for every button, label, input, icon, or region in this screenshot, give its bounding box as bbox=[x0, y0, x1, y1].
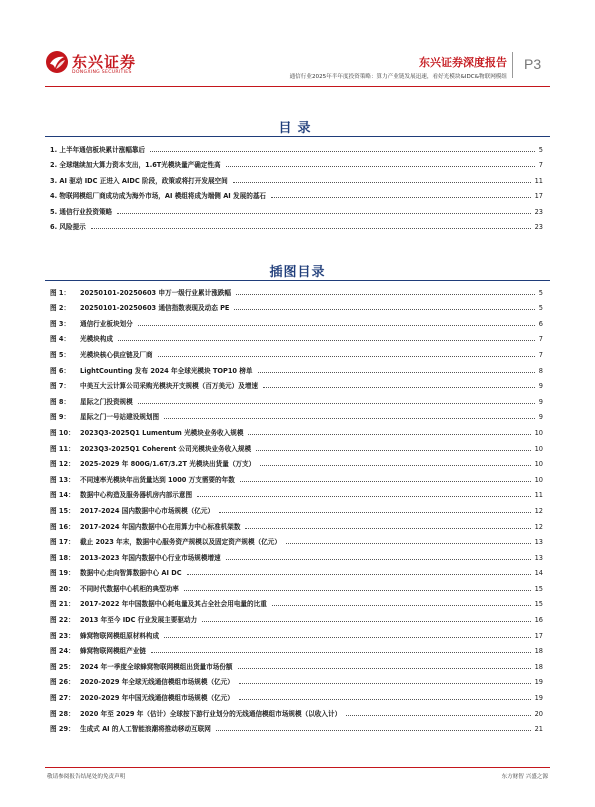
logo-english-name: DONGXING SECURITIES bbox=[72, 70, 132, 75]
figure-item-page: 14 bbox=[534, 569, 543, 578]
footer-slogan: 东方财智 兴盛之源 bbox=[501, 774, 548, 780]
dot-leader bbox=[239, 682, 531, 684]
figure-item-number: 图 1： bbox=[50, 288, 71, 297]
report-subtitle: 通信行业2025年半年度投资策略：算力产业链发展迅速，看好光模块&IDC&物联网模组 bbox=[289, 74, 507, 80]
dot-leader bbox=[272, 604, 531, 606]
dot-leader bbox=[286, 542, 531, 544]
toc-title-rule bbox=[45, 136, 550, 137]
dot-leader bbox=[245, 527, 530, 529]
toc-item-label: 3. AI 驱动 IDC 正进入 AIDC 阶段，政策或将打开发展空间 bbox=[50, 176, 228, 185]
figure-item[interactable] bbox=[50, 343, 543, 359]
figure-item-number: 图 18： bbox=[50, 553, 75, 562]
figure-item[interactable] bbox=[50, 531, 543, 547]
toc-item-page: 11 bbox=[534, 176, 543, 185]
figure-item[interactable] bbox=[50, 499, 543, 515]
dot-leader bbox=[234, 308, 534, 310]
figure-item[interactable] bbox=[50, 421, 543, 437]
figure-item-number: 图 27： bbox=[50, 694, 75, 703]
figure-item-page: 9 bbox=[538, 382, 543, 391]
dongxing-logo-icon bbox=[45, 50, 69, 74]
dot-leader bbox=[238, 667, 531, 669]
toc-item-label: 6. 风险提示 bbox=[50, 223, 86, 231]
logo-chinese-name: 东兴证券 bbox=[72, 53, 137, 71]
figure-item-number: 图 29： bbox=[50, 725, 75, 734]
figure-item-label: 通信行业板块划分 bbox=[80, 319, 133, 328]
figure-item-number: 图 26： bbox=[50, 678, 75, 687]
figure-item[interactable] bbox=[50, 718, 543, 734]
toc-item[interactable] bbox=[50, 169, 543, 185]
footer-rule bbox=[45, 767, 550, 768]
company-logo bbox=[45, 50, 145, 76]
dot-leader bbox=[158, 355, 535, 357]
page-header bbox=[0, 0, 595, 88]
figure-item-label: 2013 年至今 IDC 行业发展主要驱动力 bbox=[80, 616, 198, 625]
figure-item-label: 2017-2024 年国内数据中心在用算力中心标准机架数 bbox=[80, 522, 241, 531]
dot-leader bbox=[236, 293, 535, 295]
figure-item-label: 光模块核心供应链及厂商 bbox=[80, 350, 153, 359]
dot-leader bbox=[216, 729, 531, 731]
figure-item[interactable] bbox=[50, 312, 543, 328]
figure-item-label: 中美互大云计算公司采购光模块开支规模（百万美元）及增速 bbox=[80, 382, 259, 391]
figure-item[interactable] bbox=[50, 375, 543, 391]
figure-item-number: 图 17： bbox=[50, 538, 75, 547]
figure-item-page: 18 bbox=[534, 647, 543, 656]
figure-item-label: LightCounting 发布 2024 年全球光模块 TOP10 榜单 bbox=[80, 366, 253, 375]
figure-item[interactable] bbox=[50, 624, 543, 640]
figure-item[interactable] bbox=[50, 546, 543, 562]
figure-item-label: 20250101-20250603 申万一级行业累计涨跌幅 bbox=[80, 288, 231, 297]
figure-item-number: 图 12： bbox=[50, 460, 75, 469]
figure-item-page: 7 bbox=[538, 335, 543, 344]
figure-item-label: 2024 年一季度全球蜂窝物联网模组出货量市场份额 bbox=[80, 662, 233, 671]
figure-item-page: 5 bbox=[538, 304, 543, 313]
dot-leader bbox=[248, 433, 530, 435]
toc-item-page: 23 bbox=[534, 223, 543, 231]
figure-item[interactable] bbox=[50, 577, 543, 593]
dot-leader bbox=[260, 464, 530, 466]
figure-item[interactable] bbox=[50, 640, 543, 656]
figure-item-label: 蜂窝物联网模组产业链 bbox=[80, 647, 146, 656]
toc-list bbox=[50, 138, 543, 231]
report-type: 东兴证券深度报告 bbox=[419, 56, 507, 69]
figure-item-page: 5 bbox=[538, 288, 543, 297]
dot-leader bbox=[219, 511, 531, 513]
toc-item-page: 23 bbox=[534, 207, 543, 216]
dot-leader bbox=[346, 714, 530, 716]
figure-item[interactable] bbox=[50, 515, 543, 531]
figure-item-number: 图 15： bbox=[50, 506, 75, 515]
figure-item-number: 图 20： bbox=[50, 584, 75, 593]
figure-item[interactable] bbox=[50, 453, 543, 469]
figure-item-label: 不同时代数据中心机柜的典型功率 bbox=[80, 584, 179, 593]
figure-item-page: 11 bbox=[534, 491, 543, 500]
figure-item[interactable] bbox=[50, 686, 543, 702]
figure-item-label: 2017-2022 年中国数据中心耗电量及其占全社会用电量的比重 bbox=[80, 600, 267, 609]
header-divider bbox=[512, 52, 513, 78]
figure-item-label: 2017-2024 国内数据中心市场规模（亿元） bbox=[80, 506, 215, 515]
figure-item-page: 19 bbox=[534, 694, 543, 703]
figure-item-number: 图 8： bbox=[50, 397, 71, 406]
figure-item-number: 图 5： bbox=[50, 350, 71, 359]
figure-item-page: 6 bbox=[538, 319, 543, 328]
figure-item-label: 2020-2029 年全球无线通信模组市场规模（亿元） bbox=[80, 678, 234, 687]
figure-item-page: 10 bbox=[534, 460, 543, 469]
toc-item-label: 5. 通信行业投资策略 bbox=[50, 207, 113, 216]
dot-leader bbox=[91, 227, 531, 229]
dot-leader bbox=[239, 698, 531, 700]
figure-item[interactable] bbox=[50, 468, 543, 484]
dot-leader bbox=[164, 636, 530, 638]
figure-item-number: 图 11： bbox=[50, 444, 75, 453]
figure-item-number: 图 24： bbox=[50, 647, 75, 656]
dot-leader bbox=[271, 196, 531, 198]
toc-item-page: 7 bbox=[538, 161, 543, 169]
dot-leader bbox=[151, 651, 531, 653]
figure-item-page: 9 bbox=[538, 413, 543, 422]
figure-item-label: 星际之门一号站建设规划图 bbox=[80, 413, 160, 422]
figure-item-label: 不同速率光模块年出货量达到 1000 万支需要的年数 bbox=[80, 475, 235, 484]
figure-item-page: 18 bbox=[534, 662, 543, 671]
figure-item-page: 15 bbox=[534, 584, 543, 593]
figure-item-page: 17 bbox=[534, 631, 543, 640]
figure-item[interactable] bbox=[50, 484, 543, 500]
figure-item-label: 数据中心构造及服务器机房内部示意图 bbox=[80, 491, 193, 500]
figure-item-label: 蜂窝物联网模组原材料构成 bbox=[80, 631, 160, 640]
figure-item-label: 2020 年至 2029 年（估计）全球按下游行业划分的无线通信模组市场规模（以收入计） bbox=[80, 709, 342, 718]
figure-item-number: 图 13： bbox=[50, 475, 75, 484]
figure-item-label: 2023Q3-2025Q1 Lumentum 光模块业务收入规模 bbox=[80, 428, 244, 437]
figure-item-label: 截止 2023 年末，数据中心服务资产规模以及固定资产规模（亿元） bbox=[80, 538, 281, 547]
figure-item[interactable] bbox=[50, 328, 543, 344]
figure-item[interactable] bbox=[50, 390, 543, 406]
figure-item-label: 光模块构成 bbox=[80, 335, 113, 344]
figure-item-page: 9 bbox=[538, 397, 543, 406]
figure-item-number: 图 16： bbox=[50, 522, 75, 531]
toc-item[interactable] bbox=[50, 185, 543, 201]
figure-item-number: 图 22： bbox=[50, 616, 75, 625]
dot-leader bbox=[138, 402, 535, 404]
dot-leader bbox=[226, 558, 531, 560]
toc-item-page: 5 bbox=[538, 145, 543, 154]
figure-item-page: 20 bbox=[534, 709, 543, 718]
figure-item-page: 10 bbox=[534, 475, 543, 484]
figure-item-page: 12 bbox=[534, 506, 543, 515]
figure-item[interactable] bbox=[50, 608, 543, 624]
figure-item-page: 10 bbox=[534, 444, 543, 453]
figure-item-number: 图 6： bbox=[50, 366, 71, 375]
toc-item-label: 1. 上半年通信板块累计涨幅靠后 bbox=[50, 145, 146, 154]
dot-leader bbox=[263, 386, 535, 388]
figure-item-label: 2025-2029 年 800G/1.6T/3.2T 光模块出货量（万支） bbox=[80, 460, 256, 469]
dot-leader bbox=[187, 573, 531, 575]
dot-leader bbox=[256, 449, 531, 451]
figure-item-label: 2023Q3-2025Q1 Coherent 公司光模块业务收入规模 bbox=[80, 444, 252, 453]
toc-item[interactable] bbox=[50, 216, 543, 232]
toc-item-label: 2. 全球继续加大算力资本支出，1.6T光模块量产确定性高 bbox=[50, 161, 221, 169]
footer-disclaimer: 敬请参阅报告结尾处的免责声明 bbox=[47, 774, 126, 780]
figure-item-number: 图 4： bbox=[50, 335, 71, 344]
figure-item-number: 图 3： bbox=[50, 319, 71, 328]
figure-item[interactable] bbox=[50, 437, 543, 453]
toc-title: 目录 bbox=[278, 121, 317, 136]
figure-item-label: 数据中心走向智算数据中心 AI DC bbox=[80, 569, 182, 578]
header-rule bbox=[45, 86, 550, 87]
figure-item-number: 图 9： bbox=[50, 413, 71, 422]
figure-item-number: 图 28： bbox=[50, 709, 75, 718]
figure-item-number: 图 23： bbox=[50, 631, 75, 640]
dot-leader bbox=[202, 620, 530, 622]
figure-item-number: 图 21： bbox=[50, 600, 75, 609]
dot-leader bbox=[240, 480, 531, 482]
dot-leader bbox=[117, 212, 530, 214]
toc-item[interactable] bbox=[50, 200, 543, 216]
dot-leader bbox=[184, 589, 531, 591]
figure-item-number: 图 25： bbox=[50, 662, 75, 671]
toc-item-label: 4. 物联网模组厂商成功成为海外市场，AI 模组将成为端侧 AI 发展的基石 bbox=[50, 192, 267, 200]
figures-title: 插图目录 bbox=[269, 265, 326, 280]
figure-item-page: 12 bbox=[534, 522, 543, 531]
figure-item[interactable] bbox=[50, 359, 543, 375]
figure-item[interactable] bbox=[50, 655, 543, 671]
figure-item[interactable] bbox=[50, 671, 543, 687]
figure-item-label: 2020-2029 年中国无线通信模组市场规模（亿元） bbox=[80, 694, 234, 703]
dot-leader bbox=[233, 181, 531, 183]
figure-item-page: 13 bbox=[534, 553, 543, 562]
figure-item[interactable] bbox=[50, 297, 543, 313]
figure-item-number: 图 2： bbox=[50, 304, 71, 313]
dot-leader bbox=[226, 165, 535, 167]
figure-item[interactable] bbox=[50, 281, 543, 297]
dot-leader bbox=[164, 417, 535, 419]
figure-item-page: 16 bbox=[534, 616, 543, 625]
figures-list bbox=[50, 281, 543, 733]
figure-item-number: 图 7： bbox=[50, 382, 71, 391]
figure-item-page: 15 bbox=[534, 600, 543, 609]
dot-leader bbox=[150, 150, 535, 152]
toc-item[interactable] bbox=[50, 138, 543, 154]
page-number: P3 bbox=[524, 56, 542, 72]
figure-item-page: 19 bbox=[534, 678, 543, 687]
figure-item-page: 10 bbox=[534, 428, 543, 437]
dot-leader bbox=[197, 495, 531, 497]
figure-item-page: 8 bbox=[538, 366, 543, 375]
figure-item[interactable] bbox=[50, 593, 543, 609]
figure-item-label: 星际之门投资规模 bbox=[80, 397, 133, 406]
figure-item-label: 20250101-20250603 通信指数表现及动态 PE bbox=[80, 304, 230, 313]
dot-leader bbox=[258, 371, 535, 373]
figure-item-page: 7 bbox=[538, 350, 543, 359]
figure-item[interactable] bbox=[50, 562, 543, 578]
figure-item-page: 13 bbox=[534, 538, 543, 547]
figure-item-label: 2013-2023 年国内数据中心行业市场规模增速 bbox=[80, 553, 221, 562]
figure-item-number: 图 19： bbox=[50, 569, 75, 578]
figure-item-number: 图 10： bbox=[50, 428, 75, 437]
dot-leader bbox=[118, 339, 535, 341]
dot-leader bbox=[138, 324, 535, 326]
figure-item[interactable] bbox=[50, 406, 543, 422]
figure-item-number: 图 14： bbox=[50, 491, 75, 500]
toc-item[interactable] bbox=[50, 154, 543, 170]
figure-item[interactable] bbox=[50, 702, 543, 718]
figure-item-label: 生成式 AI 的人工智能浪潮将推动移动互联网 bbox=[80, 725, 211, 734]
toc-item-page: 17 bbox=[534, 192, 543, 200]
figure-item-page: 21 bbox=[534, 725, 543, 734]
